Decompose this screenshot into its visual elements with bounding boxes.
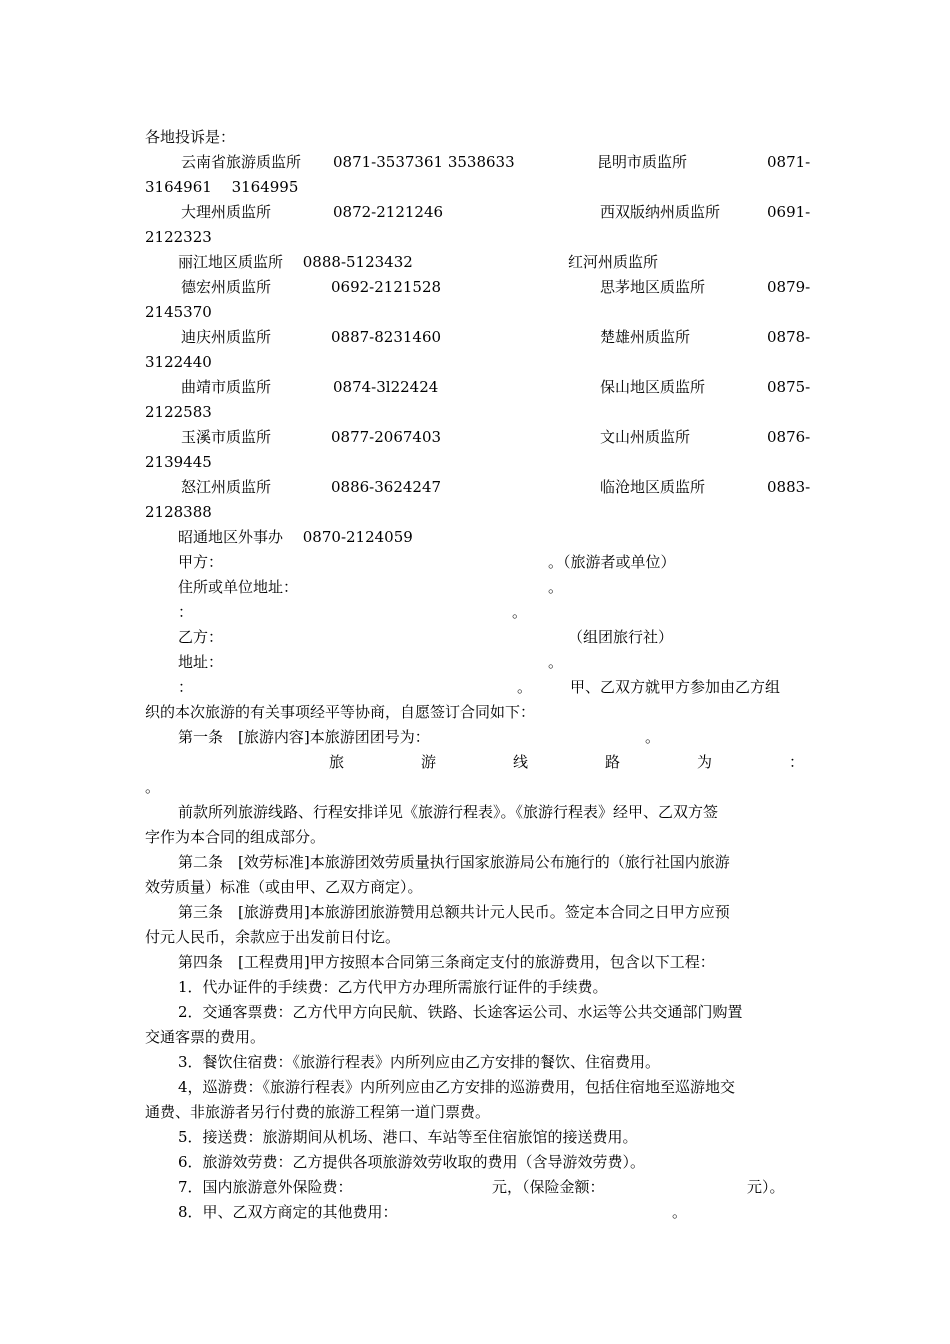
colon-b: ：: [178, 678, 194, 696]
office-lincang-phone-a: 0883-: [767, 478, 811, 496]
office-wenshan-phone-b: 2139445: [145, 453, 212, 471]
office-qujing-phone: 0874-3l22424: [333, 378, 439, 396]
item-8-part-a: 8．甲、乙双方商定的其他费用：: [178, 1203, 398, 1221]
office-yuxi-name: 玉溪市质监所: [181, 428, 272, 446]
party-b-label: 乙方：: [178, 628, 224, 646]
office-kunming-phone-a: 0871-: [767, 153, 811, 171]
article-1-para-2-line-2: 字作为本合同的组成部分。: [145, 828, 326, 846]
office-xsbn-phone-a: 0691-: [767, 203, 811, 221]
route-end: 。: [145, 778, 161, 796]
office-simao-phone-b: 2145370: [145, 303, 212, 321]
party-a-end: 。（旅游者或单位）: [548, 553, 676, 571]
office-yunnan-phone: 0871-3537361 3538633: [333, 153, 515, 171]
office-wenshan-name: 文山州质监所: [600, 428, 691, 446]
office-baoshan-phone-b: 2122583: [145, 403, 212, 421]
item-7-part-b: 元，（保险金额：: [492, 1178, 605, 1196]
article-3-line-2: 付元人民币，余款应于出发前日付讫。: [145, 928, 401, 946]
item-4-line-2: 通费、非旅游者另行付费的旅游工程第一道门票费。: [145, 1103, 491, 1121]
office-simao-name: 思茅地区质监所: [600, 278, 706, 296]
article-1-line-1-end: 。: [645, 728, 661, 746]
address-a-end: 。: [548, 578, 564, 596]
party-a-label: 甲方：: [178, 553, 224, 571]
article-1-para-2-line-1: 前款所列旅游线路、行程安排详见《旅游行程表》。《旅游行程表》经甲、乙双方签: [178, 803, 719, 821]
route-char: 游: [421, 753, 437, 771]
colon-a-end: 。: [512, 603, 528, 621]
item-8-part-b: 。: [672, 1203, 688, 1221]
office-xsbn-phone-b: 2122323: [145, 228, 212, 246]
office-chuxiong-name: 楚雄州质监所: [600, 328, 691, 346]
item-2-line-1: 2．交通客票费：乙方代甲方向民航、铁路、长途客运公司、水运等公共交通部门购置: [178, 1003, 743, 1021]
office-dali-name: 大理州质监所: [181, 203, 272, 221]
item-3: 3．餐饮住宿费：《旅游行程表》内所列应由乙方安排的餐饮、住宿费用。: [178, 1053, 661, 1071]
route-char: 旅: [329, 753, 345, 771]
office-lincang-name: 临沧地区质监所: [600, 478, 706, 496]
article-2-line-2: 效劳质量）标准（或由甲、乙双方商定）。: [145, 878, 423, 896]
office-chuxiong-phone-b: 3122440: [145, 353, 212, 371]
office-diqing-phone: 0887-8231460: [331, 328, 442, 346]
office-simao-phone-a: 0879-: [767, 278, 811, 296]
item-2-line-2: 交通客票的费用。: [145, 1028, 266, 1046]
complaints-header: 各地投诉是：: [145, 128, 236, 146]
route-char: ：: [789, 753, 805, 771]
item-5: 5．接送费：旅游期间从机场、港口、车站等至住宿旅馆的接送费用。: [178, 1128, 638, 1146]
article-4-line-1: 第四条 [工程费用]甲方按照本合同第三条商定支付的旅游费用，包含以下工程：: [178, 953, 715, 971]
route-char: 线: [513, 753, 529, 771]
office-lincang-phone-b: 2128388: [145, 503, 212, 521]
office-yunnan-name: 云南省旅游质监所: [181, 153, 302, 171]
address-b-end: 。: [548, 653, 564, 671]
office-baoshan-phone-a: 0875-: [767, 378, 811, 396]
intro-line-2: 织的本次旅游的有关事项经平等协商，自愿签订合同如下：: [145, 703, 536, 721]
office-kunming-name: 昆明市质监所: [597, 153, 688, 171]
article-3-line-1: 第三条 [旅游费用]本旅游团旅游赞用总额共计元人民币。签定本合同之日甲方应预: [178, 903, 730, 921]
office-baoshan-name: 保山地区质监所: [600, 378, 706, 396]
route-char: 为: [697, 753, 713, 771]
item-1: 1．代办证件的手续费：乙方代甲方办理所需旅行证件的手续费。: [178, 978, 608, 996]
office-qujing-name: 曲靖市质监所: [181, 378, 272, 396]
party-b-end: （组团旅行社）: [568, 628, 674, 646]
office-dehong-name: 德宏州质监所: [181, 278, 272, 296]
office-kunming-phone-b: 3164961 3164995: [145, 178, 299, 196]
office-nujiang-phone: 0886-3624247: [331, 478, 442, 496]
intro-tail: 甲、乙双方就甲方参加由乙方组: [570, 678, 781, 696]
item-4-line-1: 4，巡游费：《旅游行程表》内所列应由乙方安排的巡游费用，包括住宿地至巡游地交: [178, 1078, 736, 1096]
office-xsbn-name: 西双版纳州质监所: [600, 203, 721, 221]
office-diqing-name: 迪庆州质监所: [181, 328, 272, 346]
office-lijiang: 丽江地区质监所 0888-5123432: [178, 253, 413, 271]
office-nujiang-name: 怒江州质监所: [181, 478, 272, 496]
office-zhaotong: 昭通地区外事办 0870-2124059: [178, 528, 413, 546]
address-a-label: 住所或单位地址：: [178, 578, 299, 596]
office-yuxi-phone: 0877-2067403: [331, 428, 442, 446]
office-honghe: 红河州质监所: [568, 253, 659, 271]
route-char: 路: [605, 753, 621, 771]
item-7-part-c: 元）。: [747, 1178, 785, 1196]
article-2-line-1: 第二条 [效劳标准]本旅游团效劳质量执行国家旅游局公布施行的（旅行社国内旅游: [178, 853, 730, 871]
item-6: 6．旅游效劳费：乙方提供各项旅游效劳收取的费用（含导游效劳费）。: [178, 1153, 646, 1171]
office-dehong-phone: 0692-2121528: [331, 278, 442, 296]
address-b-label: 地址：: [178, 653, 224, 671]
item-7-part-a: 7．国内旅游意外保险费：: [178, 1178, 353, 1196]
office-chuxiong-phone-a: 0878-: [767, 328, 811, 346]
colon-a: ：: [178, 603, 194, 621]
article-1-line-1: 第一条 [旅游内容]本旅游团团号为：: [178, 728, 430, 746]
colon-b-end: 。: [517, 678, 533, 696]
office-wenshan-phone-a: 0876-: [767, 428, 811, 446]
office-dali-phone: 0872-2121246: [333, 203, 444, 221]
